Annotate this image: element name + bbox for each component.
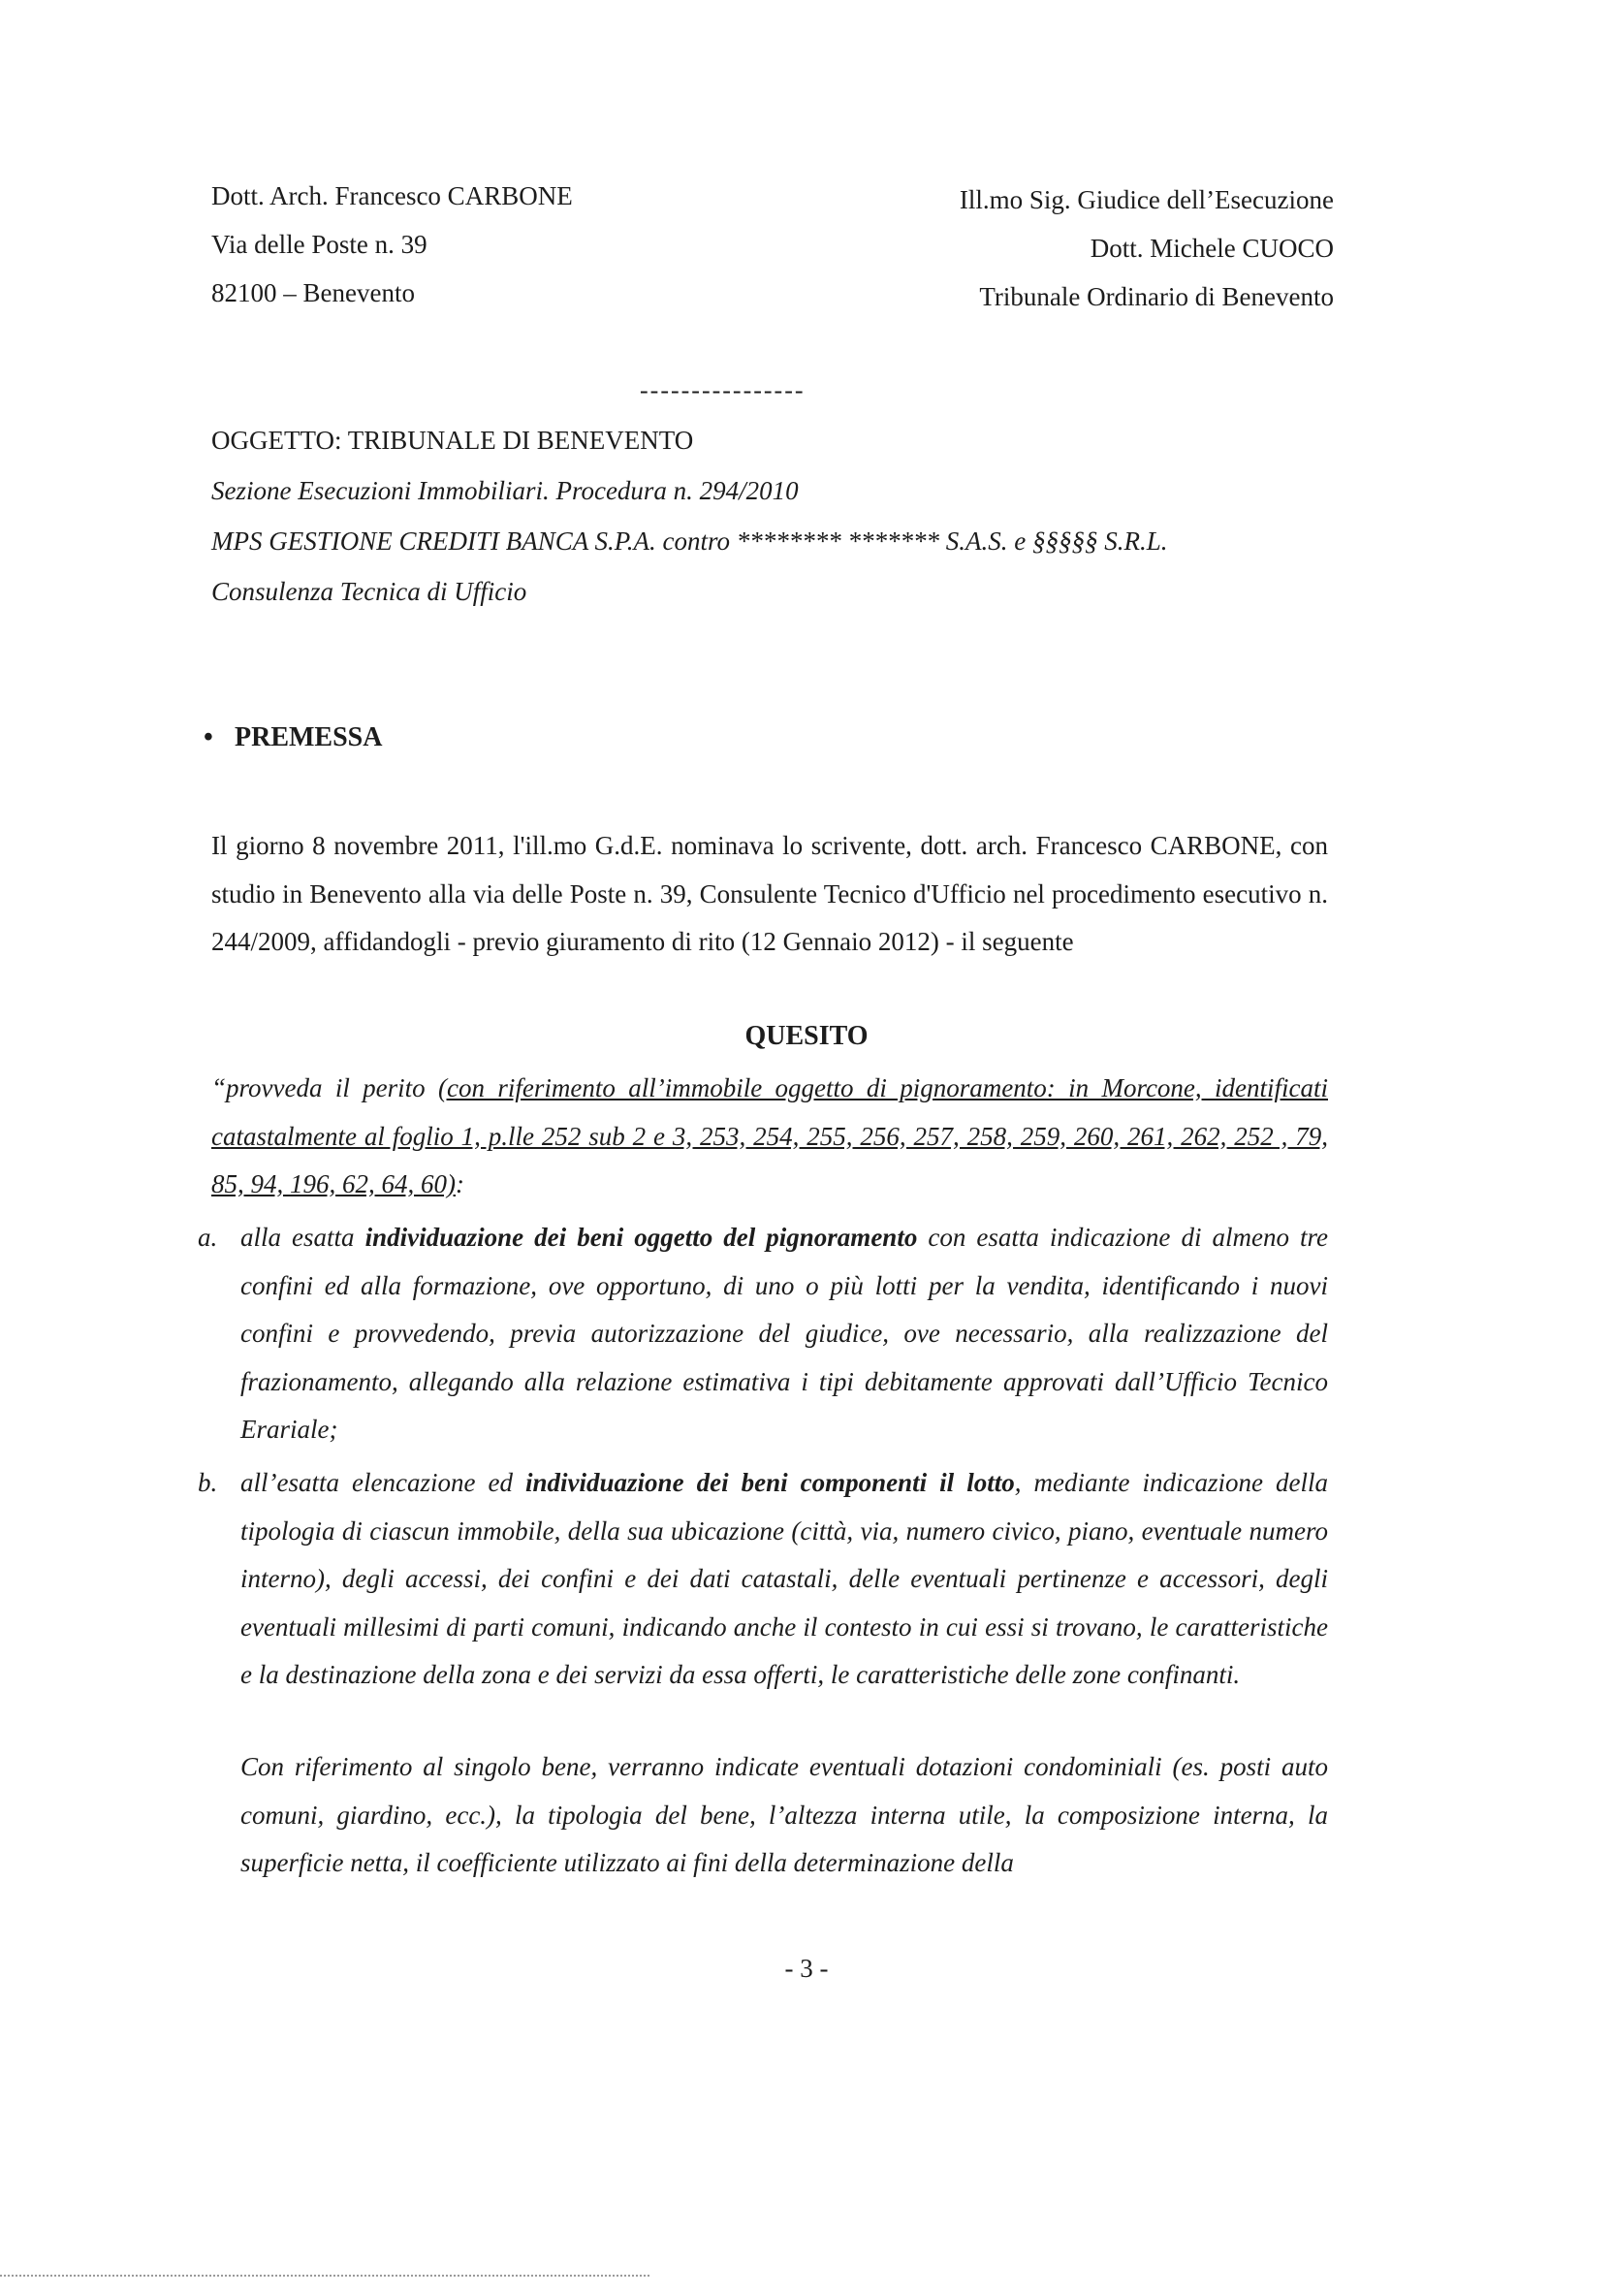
intro-paragraph: [211, 822, 1328, 967]
list-marker: a.: [198, 1223, 218, 1252]
bullet-icon: •: [204, 722, 213, 752]
recipient-name: Dott. Michele CUOCO: [1090, 234, 1334, 263]
quesito-lead: [211, 1065, 1328, 1209]
sender-address: Via delle Poste n. 39: [211, 230, 427, 259]
scan-artifact-line: [0, 2275, 649, 2277]
intro-text: Il giorno 8 novembre 2011, l'ill.mo G.d.E. nominava lo scrivente, dott. arch. Francesco CARBONE, con studio in Benevento alla via delle Poste n. 39, Consulente Tecnico d'Ufficio nel procedimento esecutivo n. 244/2009, affidandogli - previo giuramento di rito (12 Gennaio 2012) - il seguente: [211, 831, 1328, 956]
recipient-court: Tribunale Ordinario di Benevento: [979, 282, 1334, 311]
list-marker: b.: [198, 1468, 218, 1497]
quesito-reference: (con riferimento all’immobile oggetto di pignoramento: in Morcone, identificati catastalmente al foglio 1, p.lle 252 sub 2 e 3, 253, 254, 255, 256, 257, 258, 259, 260, 261, 262, 252 , 79, 85, 94, 196, 62, 64, 60): [211, 1073, 1328, 1198]
subject-line: OGGETTO: TRIBUNALE DI BENEVENTO: [211, 426, 694, 455]
sender-city: 82100 – Benevento: [211, 278, 415, 307]
sender-name: Dott. Arch. Francesco CARBONE: [211, 181, 573, 210]
subject-type: Consulenza Tecnica di Ufficio: [211, 577, 527, 606]
continuation-paragraph: Con riferimento al singolo bene, verranno indicate eventuali dotazioni condominiali (es. posti auto comuni, giardino, ecc.), la tipologia del bene, l’altezza interna utile, la composizione interna, la superficie netta, il coefficiente utilizzato ai fini della determinazione della: [240, 1752, 1328, 1877]
item-text-post: con esatta indicazione di almeno tre confini ed alla formazione, ove opportuno, di uno o più lotti per la vendita, identificando i nuovi confini e provvedendo, previa autorizzazione del giudice, ove necessario, alla realizzazione del frazionamento, allegando alla relazione estimativa i tipi debitamente approvati dall’Ufficio Tecnico Erariale;: [240, 1223, 1329, 1444]
item-text-bold: individuazione dei beni oggetto del pignoramento: [364, 1223, 918, 1252]
list-item: [198, 1214, 1328, 1454]
list-item: [198, 1459, 1328, 1700]
section-heading: [204, 721, 382, 754]
recipient-title: Ill.mo Sig. Giudice dell’Esecuzione: [959, 185, 1334, 214]
separator-line: ----------------: [640, 376, 806, 404]
item-text-post: , mediante indicazione della tipologia di ciascun immobile, della sua ubicazione (città, via, numero civico, piano, eventuale numero interno), degli accessi, dei confini e dei dati catastali, delle eventuali pertinenze e accessori, degli eventuali millesimi di parti comuni, indicando anche il contesto in cui essi si trovano, le caratteristiche e la destinazione della zona e dei servizi da essa offerti, le caratteristiche delle zone confinanti.: [240, 1468, 1329, 1689]
subject-section: Sezione Esecuzioni Immobiliari. Procedura n. 294/2010: [211, 476, 799, 505]
list-item-text: [240, 1459, 1328, 1700]
subject-parties: MPS GESTIONE CREDITI BANCA S.P.A. contro ******** ******* S.A.S. e §§§§§ S.R.L.: [211, 526, 1168, 556]
section-title: PREMESSA: [235, 722, 383, 752]
quesito-colon: :: [456, 1169, 464, 1198]
item-text-pre: alla esatta: [240, 1223, 365, 1252]
item-text-bold: individuazione dei beni componenti il lotto: [525, 1468, 1015, 1497]
item-text-pre: all’esatta elencazione ed: [240, 1468, 526, 1497]
quesito-heading: QUESITO: [744, 1021, 869, 1051]
list-item-text: [240, 1214, 1328, 1454]
page-number: - 3 -: [784, 1954, 829, 1983]
quesito-lead-text: “provveda il perito: [211, 1073, 439, 1102]
